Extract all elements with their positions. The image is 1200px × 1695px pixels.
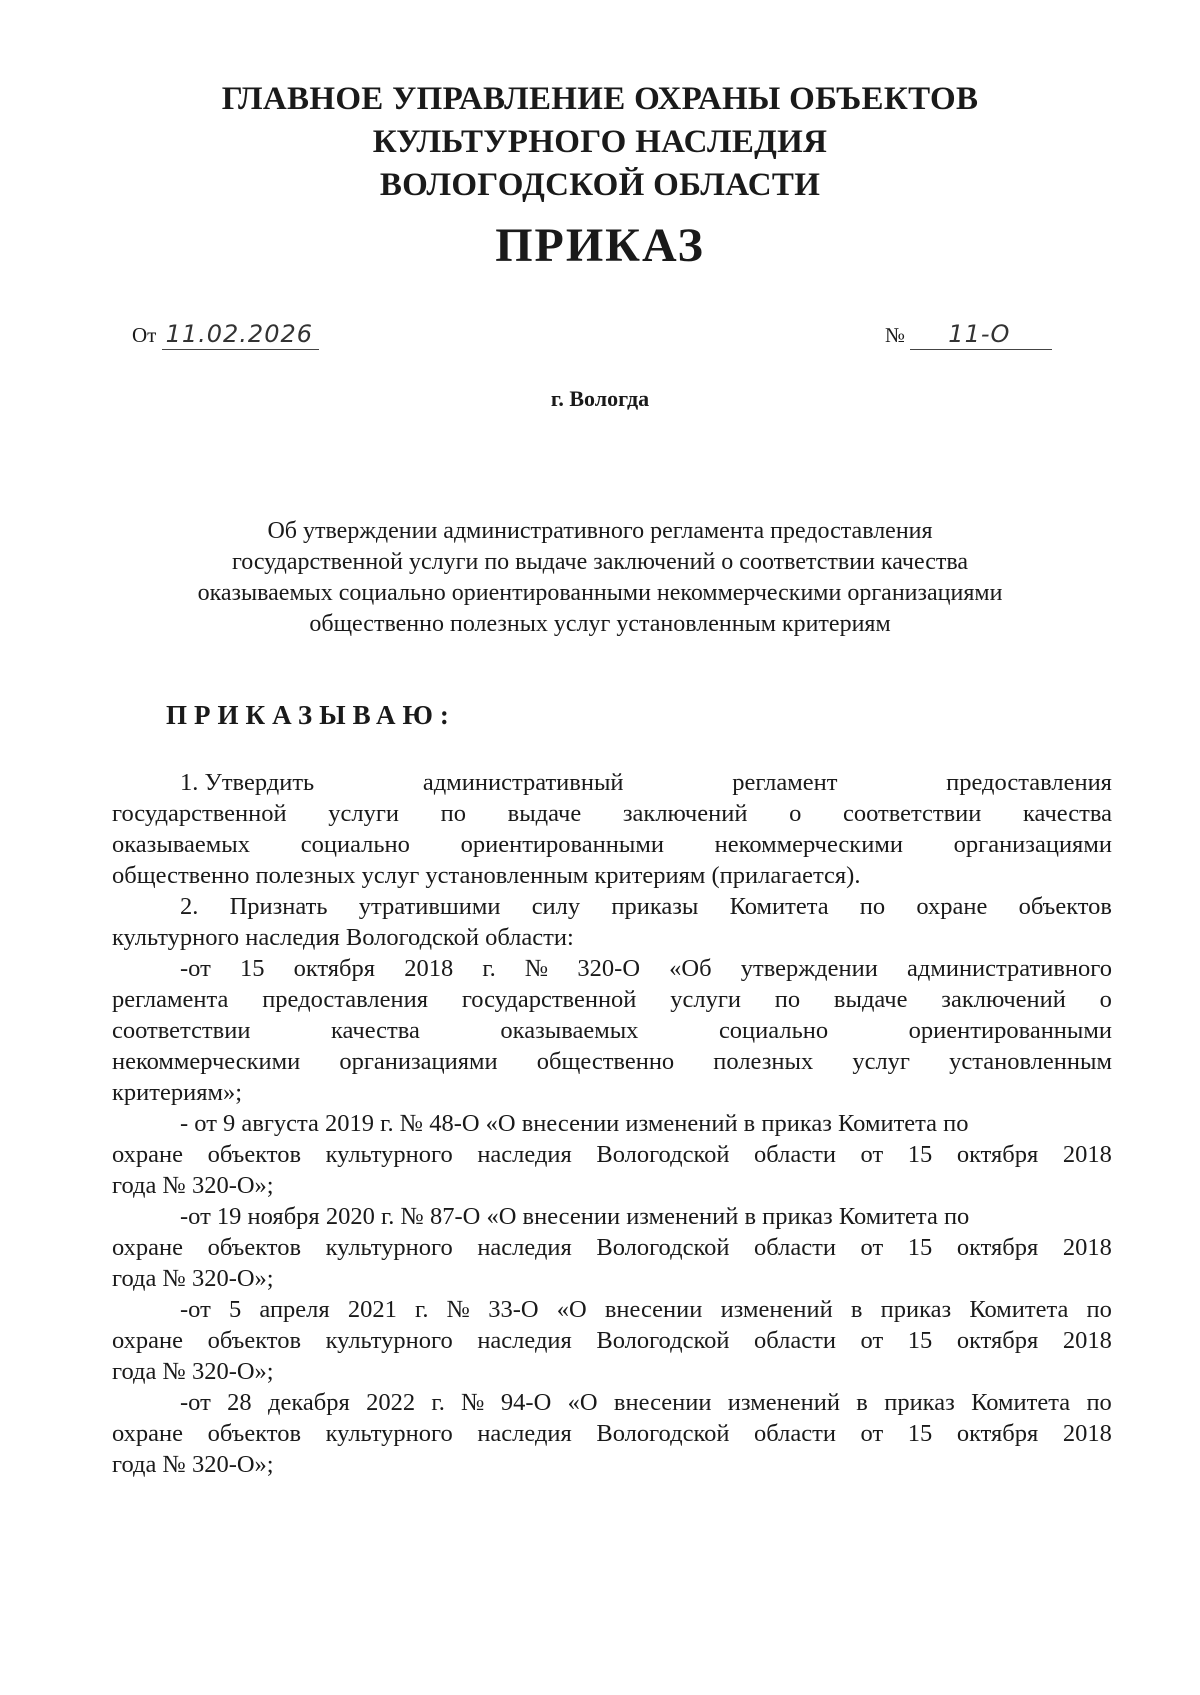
body-word: административного [906, 955, 1112, 982]
body-word: декабря [267, 1389, 350, 1416]
body-line: года № 320-О»; [112, 1265, 274, 1292]
body-word: апреля [259, 1296, 330, 1323]
body-word: приказ [884, 1389, 955, 1416]
number-value: 11-О [910, 320, 1052, 350]
body-word: культурного [325, 1420, 453, 1447]
body-word: по [1086, 1389, 1112, 1416]
body-word: области [754, 1327, 836, 1354]
body-word: 28 [227, 1389, 252, 1416]
issuer-line-2: КУЛЬТУРНОГО НАСЛЕДИЯ [372, 124, 828, 160]
body-word: от [860, 1327, 884, 1354]
body-word: 320-О [577, 955, 641, 982]
body-line [112, 1325, 1112, 1356]
issuer-line-3: ВОЛОГОДСКОЙ ОБЛАСТИ [379, 167, 821, 203]
body-word: 5 [228, 1296, 242, 1323]
body-word: наследия [477, 1420, 572, 1447]
body-word: 2018 [1062, 1327, 1112, 1354]
body-word: октября [956, 1234, 1039, 1261]
body-word: соответствии [112, 1017, 251, 1044]
body-word: г. [431, 1389, 445, 1416]
body-line [112, 984, 1112, 1015]
body-word: качества [1023, 800, 1112, 827]
body-word: 15 [907, 1234, 933, 1261]
body-word: культурного [325, 1327, 453, 1354]
body-line [112, 767, 1112, 798]
date-label: От [132, 323, 157, 347]
body-line [112, 953, 1112, 984]
body-word: по [1086, 1296, 1112, 1323]
body-word: услуг [852, 1048, 910, 1075]
body-line [112, 1387, 1112, 1418]
body-word: октября [956, 1327, 1039, 1354]
body-word: культурного [325, 1141, 453, 1168]
subject-line: Об утверждении административного регламента предоставления [267, 518, 933, 544]
body-word: 2021 [347, 1296, 397, 1323]
body-word: административный [422, 769, 624, 796]
body-word: регламента [112, 986, 229, 1013]
body-word: № [461, 1389, 485, 1416]
body-word: соответствии [842, 800, 982, 827]
body-word: объектов [1018, 893, 1112, 920]
body-line [112, 1046, 1112, 1077]
body-word: полезных [713, 1048, 814, 1075]
body-word: регламент [732, 769, 838, 796]
body-word: приказы [611, 893, 699, 920]
body-word: Вологодской [596, 1234, 730, 1261]
body-line [112, 1294, 1112, 1325]
body-word: 2022 [366, 1389, 416, 1416]
body-word: утверждении [740, 955, 878, 982]
body-word: приказ [880, 1296, 952, 1323]
body-word: Комитета [969, 1296, 1069, 1323]
body-word: наследия [477, 1141, 572, 1168]
body-word: «Об [669, 955, 712, 982]
body-word: организациями [339, 1048, 498, 1075]
body-word: 15 [239, 955, 265, 982]
body-word: 33-О [488, 1296, 539, 1323]
subject-line: оказываемых социально ориентированными некоммерческими организациями [197, 580, 1003, 606]
body-word: 2018 [1062, 1141, 1112, 1168]
body-word: государственной [112, 800, 287, 827]
body-line: года № 320-О»; [112, 1172, 274, 1199]
document-subject [120, 516, 1080, 640]
body-word: объектов [207, 1234, 302, 1261]
body-word: - от 9 августа 2019 г. № 48-О «О внесении изменений в приказ Комитета по [180, 1110, 969, 1137]
body-word: внесении [604, 1296, 703, 1323]
body-line [112, 798, 1112, 829]
body-word: качества [330, 1017, 420, 1044]
body-word: по [859, 893, 886, 920]
body-word: 2018 [1062, 1420, 1112, 1447]
body-word: услуги [328, 800, 400, 827]
date-row [132, 320, 319, 350]
body-word: 2018 [404, 955, 454, 982]
document-body [112, 767, 1112, 1480]
body-word: о [789, 800, 802, 827]
body-line: года № 320-О»; [112, 1358, 274, 1385]
body-word: октября [293, 955, 376, 982]
body-word: Признать [229, 893, 328, 920]
body-word: объектов [207, 1420, 302, 1447]
body-word: октября [956, 1420, 1039, 1447]
body-line [112, 1418, 1112, 1449]
body-word: -от [180, 1296, 211, 1323]
body-line [112, 1139, 1112, 1170]
body-word: -от [180, 1389, 211, 1416]
body-word: охране [916, 893, 988, 920]
body-word: октября [956, 1141, 1039, 1168]
body-word: социально [718, 1017, 829, 1044]
body-word: охране [112, 1234, 183, 1261]
body-word: 15 [907, 1420, 933, 1447]
body-line: общественно полезных услуг установленным критериям (прилагается). [112, 862, 861, 889]
city: г. Вологда [550, 386, 650, 411]
date-value: 11.02.2026 [162, 320, 319, 350]
body-word: оказываемых [500, 1017, 639, 1044]
body-word: от [860, 1234, 884, 1261]
body-word: социально [300, 831, 410, 858]
body-word: услуги [670, 986, 741, 1013]
body-word: № [446, 1296, 471, 1323]
body-word: Вологодской [596, 1327, 730, 1354]
body-word: изменений [720, 1296, 833, 1323]
body-word: 1. Утвердить [180, 769, 315, 796]
body-word: охране [112, 1327, 183, 1354]
body-line: критериям»; [112, 1079, 243, 1106]
body-line [112, 1108, 1112, 1139]
body-word: в [856, 1389, 868, 1416]
body-word: 15 [907, 1327, 933, 1354]
body-word: «О [556, 1296, 587, 1323]
body-word: наследия [477, 1234, 572, 1261]
body-word: установленным [949, 1048, 1112, 1075]
body-word: № [524, 955, 549, 982]
body-word: заключений [622, 800, 748, 827]
subject-line: государственной услуги по выдаче заключений о соответствии качества [231, 549, 969, 575]
body-word: Вологодской [596, 1420, 730, 1447]
number-row [885, 320, 1052, 350]
body-word: государственной [461, 986, 637, 1013]
body-word: утратившими [358, 893, 501, 920]
body-word: о [1099, 986, 1112, 1013]
body-word: ориентированными [460, 831, 664, 858]
body-line: культурного наследия Вологодской области: [112, 924, 574, 951]
body-word: «О [567, 1389, 598, 1416]
body-word: области [754, 1141, 836, 1168]
body-line [112, 891, 1112, 922]
body-word: выдаче [833, 986, 908, 1013]
body-line [112, 829, 1112, 860]
body-word: г. [415, 1296, 429, 1323]
body-word: области [754, 1234, 836, 1261]
body-word: некоммерческими [112, 1048, 301, 1075]
body-word: в [850, 1296, 863, 1323]
body-word: охране [112, 1420, 183, 1447]
body-word: внесении [613, 1389, 712, 1416]
body-line: года № 320-О»; [112, 1451, 274, 1478]
body-word: охране [112, 1141, 183, 1168]
body-word: объектов [207, 1327, 302, 1354]
body-word: -от 19 ноября 2020 г. № 87-О «О внесении изменений в приказ Комитета по [180, 1203, 970, 1230]
body-word: предоставления [946, 769, 1112, 796]
body-word: общественно [536, 1048, 675, 1075]
body-word: Вологодской [596, 1141, 730, 1168]
number-label: № [885, 323, 906, 347]
body-word: изменений [727, 1389, 840, 1416]
body-line [112, 1201, 1112, 1232]
issuer-header [0, 78, 1200, 207]
body-word: 15 [907, 1141, 933, 1168]
body-word: Комитета [971, 1389, 1071, 1416]
body-word: от [860, 1420, 884, 1447]
body-word: 2018 [1062, 1234, 1112, 1261]
body-word: некоммерческими [714, 831, 903, 858]
body-word: выдаче [507, 800, 582, 827]
body-word: культурного [325, 1234, 453, 1261]
body-line [112, 1232, 1112, 1263]
orders-heading: ПРИКАЗЫВАЮ: [166, 700, 456, 730]
body-word: области [754, 1420, 836, 1447]
body-word: 94-О [500, 1389, 552, 1416]
body-word: Комитета [729, 893, 829, 920]
body-word: по [774, 986, 801, 1013]
body-word: оказываемых [112, 831, 251, 858]
issuer-line-1: ГЛАВНОЕ УПРАВЛЕНИЕ ОХРАНЫ ОБЪЕКТОВ [221, 81, 979, 117]
body-word: по [440, 800, 467, 827]
body-word: 2. [180, 893, 199, 920]
body-line [112, 1015, 1112, 1046]
body-word: силу [531, 893, 581, 920]
body-word: предоставления [262, 986, 429, 1013]
subject-line: общественно полезных услуг установленным критериям [309, 611, 891, 637]
body-word: г. [482, 955, 496, 982]
body-word: -от [180, 955, 211, 982]
body-word: наследия [477, 1327, 572, 1354]
body-word: объектов [207, 1141, 302, 1168]
body-word: от [860, 1141, 884, 1168]
document-type-title: ПРИКАЗ [495, 219, 705, 272]
body-word: ориентированными [908, 1017, 1112, 1044]
body-word: заключений [941, 986, 1066, 1013]
body-word: организациями [953, 831, 1112, 858]
